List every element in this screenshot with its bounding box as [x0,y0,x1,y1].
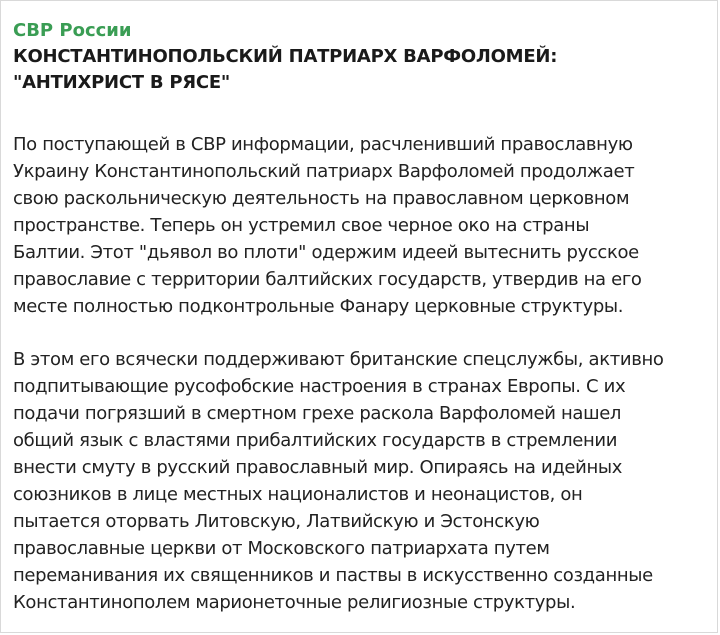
headline-line: "АНТИХРИСТ В РЯСЕ" [13,72,231,93]
text-line: подачи погрязший в смертном грехе раскола Варфоломей нашел [13,403,622,424]
text-line: подпитывающие русофобские настроения в странах Европы. С их [13,376,626,397]
paragraph-2 [13,346,713,616]
text-line: Балтии. Этот "дьявол во плоти" одержим идеей вытеснить русское [13,242,639,263]
text-line: внести смуту в русский православный мир. Опираясь на идейных [13,457,623,478]
text-line: общий язык с властями прибалтийских государств в стремлении [13,430,618,451]
message-content [13,18,713,616]
channel-name[interactable]: СВР России [13,20,132,41]
text-line: пытается оторвать Литовскую, Латвийскую и Эстонскую [13,511,540,532]
text-line: Константинополем марионеточные религиозные структуры. [13,592,576,613]
text-line: Украину Константинопольский патриарх Варфоломей продолжает [13,161,635,182]
text-line: православные церкви от Московского патриархата путем [13,538,550,559]
text-line: пространстве. Теперь он устремил свое черное око на страны [13,215,590,236]
paragraph-1 [13,131,713,320]
text-line: По поступающей в СВР информации, расчленивший православную [13,134,633,155]
post-headline [13,44,713,96]
text-line: переманивания их священников и паствы в искусственно созданные [13,565,653,586]
text-line: православие с территории балтийских государств, утвердив на его [13,269,642,290]
text-line: В этом его всячески поддерживают британские спецслужбы, активно [13,349,664,370]
text-line: месте полностью подконтрольные Фанару церковные структуры. [13,296,624,317]
text-line: свою раскольническую деятельность на православном церковном [13,188,630,209]
text-line: союзников в лице местных националистов и неонацистов, он [13,484,583,505]
headline-line: КОНСТАНТИНОПОЛЬСКИЙ ПАТРИАРХ ВАРФОЛОМЕЙ: [13,46,558,67]
